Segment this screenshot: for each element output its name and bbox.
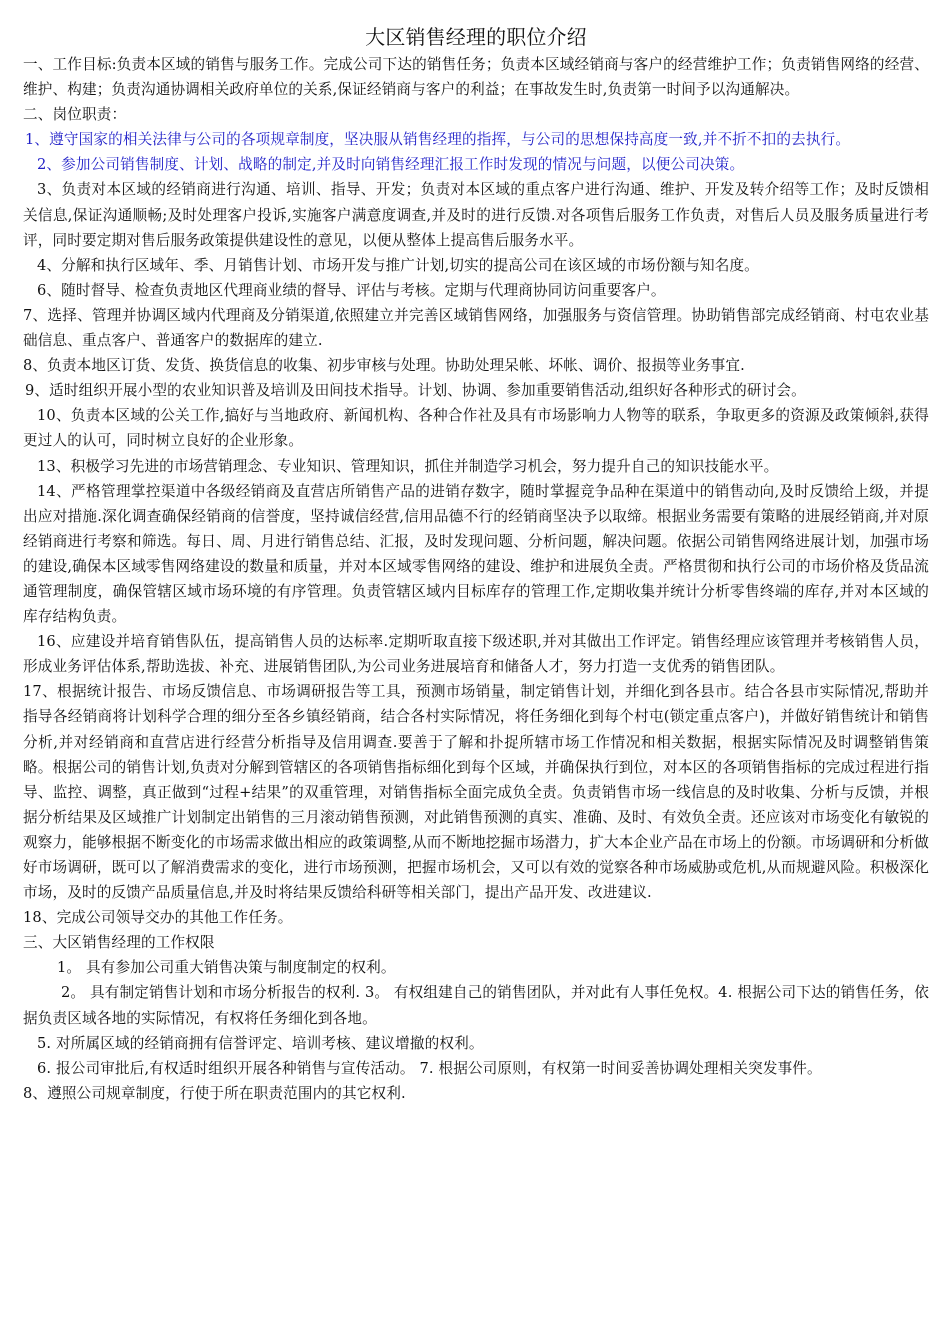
- right-item: 5. 对所属区域的经销商拥有信誉评定、培训考核、建议增撤的权利。: [37, 1034, 484, 1052]
- duty-item: 10、负责本区域的公关工作,搞好与当地政府、新闻机构、各种合作社及具有市场影响力人物等的联系，争取更多的资源及政策倾斜,获得更过人的认可，同时树立良好的企业形象。: [23, 407, 929, 450]
- duty-item: 4、分解和执行区域年、季、月销售计划、市场开发与推广计划,切实的提高公司在该区域的市场份额与知名度。: [37, 256, 759, 274]
- duty-item: 2、参加公司销售制度、计划、战略的制定,并及时向销售经理汇报工作时发现的情况与问题，以便公司决策。: [37, 156, 745, 174]
- duty-item: 6、随时督导、检查负责地区代理商业绩的督导、评估与考核。定期与代理商协同访问重要客户。: [37, 281, 666, 299]
- section-duties-heading: 二、岗位职责：: [23, 106, 127, 124]
- duty-item: 8、负责本地区订货、发货、换货信息的收集、初步审核与处理。协助处理呆帐、坏帐、调价、报损等业务事宜.: [23, 357, 745, 375]
- right-item: 6. 报公司审批后,有权适时组织开展各种销售与宣传活动。 7. 根据公司原则，有权第一时间妥善协调处理相关突发事件。: [37, 1059, 822, 1077]
- document-title: 大区销售经理的职位介绍: [365, 25, 587, 49]
- duty-item: 9、适时组织开展小型的农业知识普及培训及田间技术指导。计划、协调、参加重要销售活动,组织好各种形式的研讨会。: [25, 382, 806, 400]
- document-page: [23, 22, 929, 1106]
- duty-item: 3、负责对本区域的经销商进行沟通、培训、指导、开发；负责对本区域的重点客户进行沟通、维护、开发及转介绍等工作；及时反馈相关信息,保证沟通顺畅;及时处理客户投诉,实施客户满意度调查,并及时的进行反馈.对各项售后服务工作负责，对售后人员及服务质量进行考评，同时要定期对售后服务政策提供建设性的意见，以便从整体上提高售后服务水平。: [23, 181, 929, 249]
- duty-item: 18、完成公司领导交办的其他工作任务。: [23, 909, 293, 927]
- duty-item: 1、遵守国家的相关法律与公司的各项规章制度，坚决服从销售经理的指挥，与公司的思想保持高度一致,并不折不扣的去执行。: [25, 131, 851, 149]
- right-item: 2。 具有制定销售计划和市场分析报告的权利. 3。 有权组建自己的销售团队，并对此有人事任免权。4. 根据公司下达的销售任务，依据负责区域各地的实际情况，有权将任务细化到各地。: [23, 984, 929, 1027]
- duty-item: 16、应建设并培育销售队伍，提高销售人员的达标率.定期听取直接下级述职,并对其做出工作评定。销售经理应该管理并考核销售人员，形成业务评估体系,帮助选拔、补充、进展销售团队,为公司业务进展培育和储备人才，努力打造一支优秀的销售团队。: [23, 633, 929, 676]
- duty-item: 7、选择、管理并协调区域内代理商及分销渠道,依照建立并完善区域销售网络，加强服务与资信管理。协助销售部完成经销商、村屯农业基础信息、重点客户、普通客户的数据库的建立.: [23, 306, 929, 350]
- section-rights-heading: 三、大区销售经理的工作权限: [23, 934, 215, 952]
- right-item: 8、遵照公司规章制度，行使于所在职责范围内的其它权利.: [23, 1084, 406, 1102]
- right-item: 1。 具有参加公司重大销售决策与制度制定的权利。: [57, 959, 396, 977]
- duty-item: 14、严格管理掌控渠道中各级经销商及直营店所销售产品的进销存数字，随时掌握竞争品种在渠道中的销售动向,及时反馈给上级，并提出应对措施.深化调查确保经销商的信誉度，坚持诚信经营,信用品德不行的经销商坚决予以取缔。根据业务需要有策略的进展经销商,并对原经销商进行考察和筛选。每日、周、月进行销售总结、汇报，及时发现问题、分析问题，解决问题。依据公司销售网络进展计划，加强市场的建设,确保本区域零售网络建设的数量和质量，并对本区域零售网络的建设、维护和进展负全责。严格贯彻和执行公司的市场价格及货品流通管理制度，确保管辖区域市场环境的有序管理。负责管辖区域内目标库存的管理工作,定期收集并统计分析零售终端的库存,并对本区域的库存结构负责。: [23, 482, 929, 626]
- duty-item: 13、积极学习先进的市场营销理念、专业知识、管理知识，抓住并制造学习机会，努力提升自己的知识技能水平。: [37, 457, 779, 475]
- section-work-goal: 一、工作目标:负责本区域的销售与服务工作。完成公司下达的销售任务；负责本区域经销商与客户的经营维护工作；负责销售网络的经营、维护、构建；负责沟通协调相关政府单位的关系,保证经销商与客户的利益；在事故发生时,负责第一时间予以沟通解决。: [23, 56, 929, 99]
- duty-item: 17、根据统计报告、市场反馈信息、市场调研报告等工具，预测市场销量，制定销售计划，并细化到各县市。结合各县市实际情况,帮助并指导各经销商将计划科学合理的细分至各乡镇经销商，结合各村实际情况，将任务细化到每个村屯(锁定重点客户)，并做好销售统计和销售分析,并对经销商和直营店进行经营分析指导及信用调查.要善于了解和扑捉所辖市场工作情况和相关数据，根据实际情况及时调整销售策略。根据公司的销售计划,负责对分解到管辖区的各项销售指标细化到每个区域，并确保执行到位，对本区的各项销售指标的完成过程进行指导、监控、调整，真正做到“过程+结果”的双重管理，对销售指标全面完成负全责。负责销售市场一线信息的及时收集、分析与反馈，并根据分析结果及区域推广计划制定出销售的三月滚动销售预测，对此销售预测的真实、准确、及时、有效负全责。还应该对市场变化有敏锐的观察力，能够根据不断变化的市场需求做出相应的政策调整,从而不断地挖掘市场潜力，扩大本企业产品在市场上的份额。市场调研和分析做好市场调研，既可以了解消费需求的变化，进行市场预测，把握市场机会，又可以有效的觉察各种市场威胁或危机,从而规避风险。积极深化市场，及时的反馈产品质量信息,并及时将结果反馈给科研等相关部门，提出产品开发、改进建议.: [23, 683, 929, 902]
